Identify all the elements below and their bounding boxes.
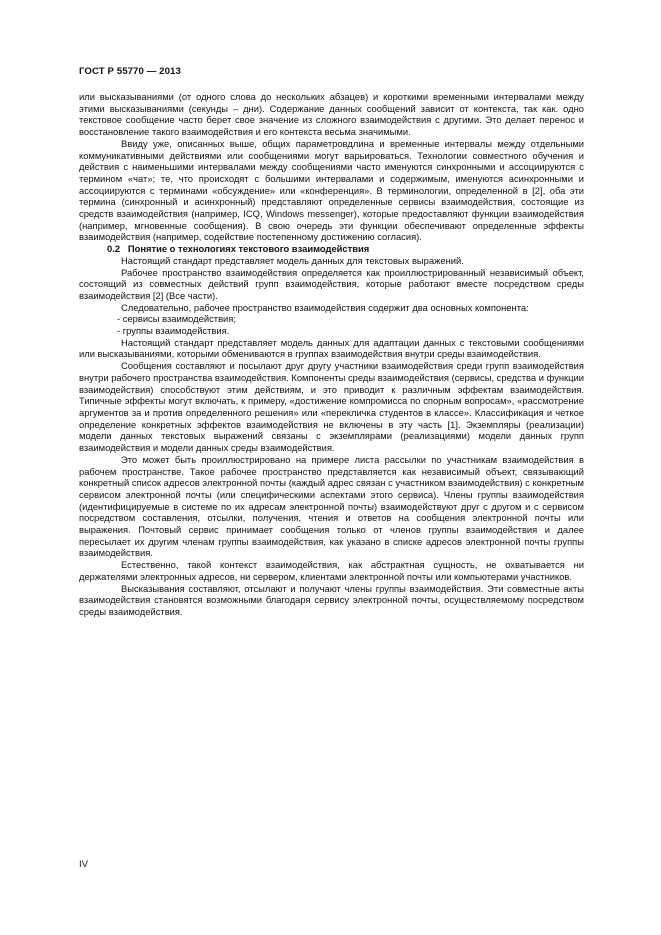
page-number: IV (79, 859, 89, 870)
section-title: Понятие о технологиях текстового взаимодействия (127, 243, 370, 255)
paragraph: Ввиду уже, описанных выше, общих параметровдлина и временные интервалы между отдельными коммуникативными действиями или сообщениями могут варьироваться. Технологии совместного обучения и действия с наименьшими интервалами между сообщениями часто именуются синхронными и ассоциируются с термином «чат»; те, что происходят с большими интервалами и содержимым, именуются асинхронными и ассоциируются с терминами «обсуждение» или «конференция». В терминологии, определенной в [2], оба эти термина (синхронный и асинхронный) представляют определенные сервисы взаимодействия, состоящие из средств взаимодействия (например, ICQ, Windows messenger), которые предоставляют функции взаимодействия (например, мгновенные сообщения). В свою очередь эти функции обеспечивают определенные эффекты взаимодействия (например, содействие постепенному достижению согласия). (79, 137, 584, 243)
components-intro: Следовательно, рабочее пространство взаимодействия содержит два основных компонента: (121, 301, 529, 313)
section-heading (79, 243, 584, 255)
document-header: ГОСТ Р 55770 — 2013 (79, 66, 181, 77)
paragraph: Рабочее пространство взаимодействия определяется как проиллюстрированный независимый объект, состоящий из совместных действий групп взаимодействия, которые работают вместе посредством среды взаимодействия [2] (Все части). (79, 266, 584, 301)
document-body (79, 91, 584, 618)
paragraph: Настоящий стандарт представляет модель данных для текстовых выражений. (121, 254, 464, 266)
list-item: - группы взаимодействия. (117, 325, 230, 337)
paragraph: Сообщения составляют и посылают друг другу участники взаимодействия среди групп взаимодействия внутри рабочего пространства взаимодействия. Компоненты среды взаимодействия (сервисы, средства и функции взаимодействия) способствуют этим действиям, и это приводит к различным эффектам взаимодействия. Типичные эффекты могут включать, к примеру, «достижение компромисса по спорным вопросам», «рассмотрение аргументов за и против определенного решения» или «перекличка студентов в классе». Классификация и четкое определение конкретных эффектов взаимодействия не включены в эту часть [1]. Экземпляры (реализации) модели данных текстовых выражений связаны с экземплярами (реализациями) модели данных групп взаимодействия и модели данных среды взаимодействия. (79, 360, 584, 454)
paragraph: Настоящий стандарт представляет модель данных для адаптации данных с текстовыми сообщениями или высказываниями, которыми обмениваются в группах взаимодействия внутри среды взаимодействия. (79, 336, 584, 360)
paragraph: Высказывания составляют, отсылают и получают члены группы взаимодействия. Эти совместные акты взаимодействия становятся возможными благодаря сервису электронной почты, осуществляемому посредством среды взаимодействия. (79, 582, 584, 617)
section-number: 0.2 (107, 243, 121, 255)
paragraph: Это может быть проиллюстрировано на примере листа рассылки по участникам взаимодействия в рабочем пространстве. Такое рабочее пространство представляется как независимый объект, связывающий конкретный список адресов электронной почты (каждый адрес связан с участником взаимодействия) с конкретным сервисом электронной почты (или специфическими аспектами этого сервиса). Члены группы взаимодействия (идентифицируемые в системе по их адресам электронной почты) взаимодействуют друг с другом и с сервисом посредством составления, отсылки, получения, чтения и ответов на сообщения электронной почты или выражения. Почтовый сервис принимает сообщения только от членов группы взаимодействия и далее пересылает их другим членам группы взаимодействия, как указано в списке адресов электронной почты группы взаимодействия. (79, 453, 584, 559)
paragraph: или высказываниями (от одного слова до нескольких абзацев) и короткими временными интервалами между этими высказываниями (секунды – дни). Содержание данных сообщений зависит от контекста, так как. одно текстовое сообщение часто берет свое значение из сложного взаимодействия с другими. Это делает перенос и восстановление такого взаимодействия и его контекста весьма значимыми. (79, 91, 584, 138)
paragraph: Естественно, такой контекст взаимодействия, как абстрактная сущность, не охватывается ни держателями электронных адресов, ни сервером, клиентами электронной почты или компьютерами участников. (79, 559, 584, 582)
list-item: - сервисы взаимодействия; (117, 313, 236, 325)
